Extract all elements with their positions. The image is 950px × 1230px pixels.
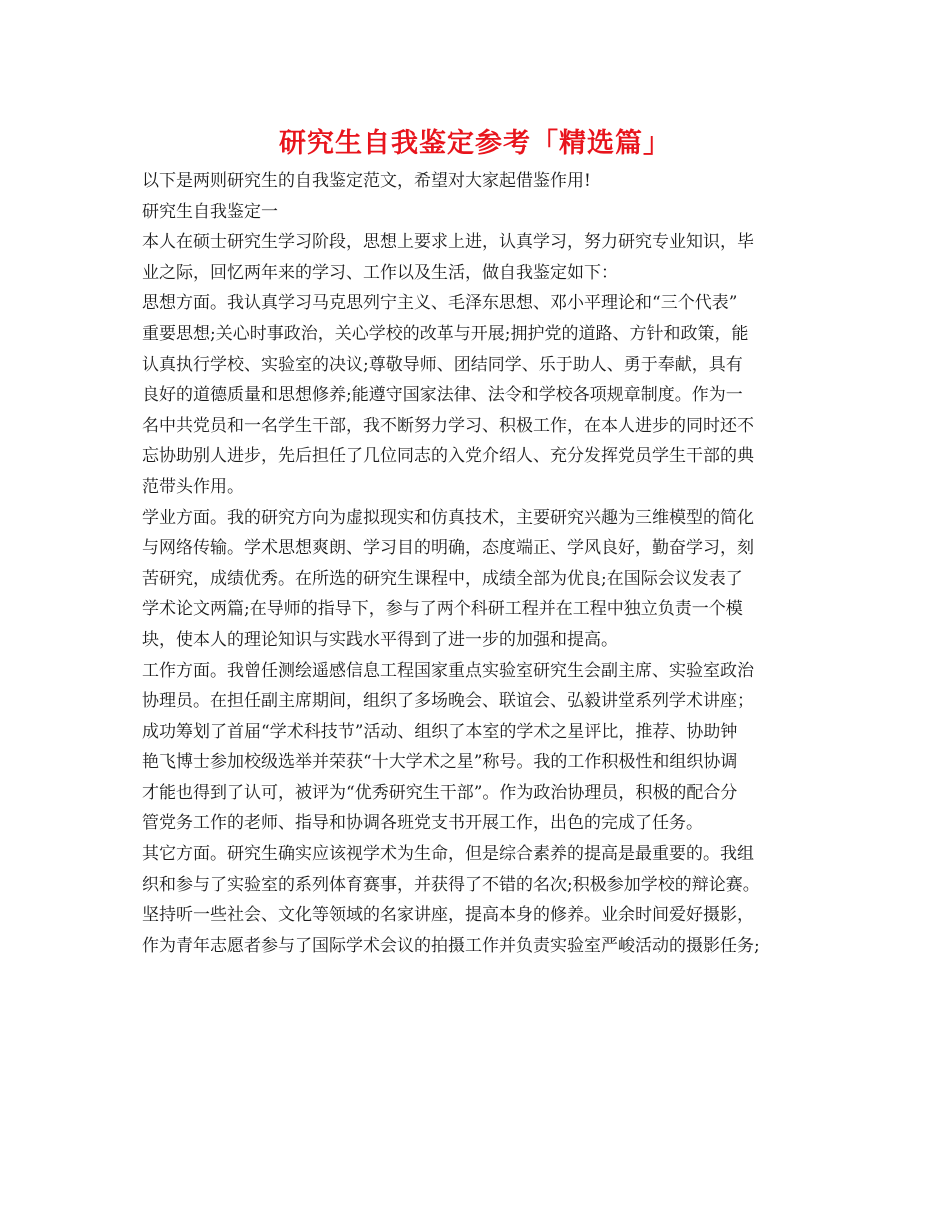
text-line: 协理员。在担任副主席期间，组织了多场晚会、联谊会、弘毅讲堂系列学术讲座； bbox=[142, 691, 754, 712]
section-heading: 研究生自我鉴定一 bbox=[142, 201, 278, 222]
text-line: 艳飞博士参加校级选举并荣获“十大学术之星”称号。我的工作积极性和组织协调 bbox=[142, 752, 738, 773]
text-line: 以下是两则研究生的自我鉴定范文，希望对大家起借鉴作用! bbox=[142, 171, 591, 191]
text-line: 其它方面。研究生确实应该视学术为生命，但是综合素养的提高是最重要的。我组 bbox=[142, 844, 754, 865]
text-line: 工作方面。我曾任测绘遥感信息工程国家重点实验室研究生会副主席、实验室政治 bbox=[142, 660, 754, 681]
text-line: 思想方面。我认真学习马克思列宁主义、毛泽东思想、邓小平理论和“三个代表” bbox=[142, 293, 738, 314]
text-line: 忘协助别人进步，先后担任了几位同志的入党介绍人、充分发挥党员学生干部的典 bbox=[142, 446, 754, 467]
document-title: 研究生自我鉴定参考「精选篇」 bbox=[279, 128, 671, 159]
text-line: 成功筹划了首届“学术科技节”活动、组织了本室的学术之星评比，推荐、协助钟 bbox=[142, 721, 738, 742]
text-line: 范带头作用。 bbox=[142, 476, 244, 497]
text-line: 业之际，回忆两年来的学习、工作以及生活，做自我鉴定如下： bbox=[142, 262, 618, 283]
text-line: 织和参与了实验室的系列体育赛事，并获得了不错的名次;积极参加学校的辩论赛。 bbox=[142, 874, 760, 895]
document-body bbox=[142, 166, 822, 961]
text-line: 学术论文两篇;在导师的指导下，参与了两个科研工程并在工程中独立负责一个模 bbox=[142, 599, 743, 620]
text-line: 作为青年志愿者参与了国际学术会议的拍摄工作并负责实验室严峻活动的摄影任务; bbox=[142, 935, 760, 956]
text-line: 块，使本人的理论知识与实践水平得到了进一步的加强和提高。 bbox=[142, 629, 618, 650]
text-line: 才能也得到了认可，被评为“优秀研究生干部”。作为政治协理员，积极的配合分 bbox=[142, 782, 738, 803]
text-line: 学业方面。我的研究方向为虚拟现实和仿真技术，主要研究兴趣为三维模型的简化 bbox=[142, 507, 754, 528]
text-line: 与网络传输。学术思想爽朗、学习目的明确，态度端正、学风良好，勤奋学习，刻 bbox=[142, 538, 754, 559]
text-line: 重要思想;关心时事政治，关心学校的改革与开展;拥护党的道路、方针和政策，能 bbox=[142, 323, 749, 344]
text-line: 认真执行学校、实验室的决议;尊敬导师、团结同学、乐于助人、勇于奉献，具有 bbox=[142, 354, 743, 375]
text-line: 坚持听一些社会、文化等领域的名家讲座，提高本身的修养。业余时间爱好摄影， bbox=[142, 905, 754, 926]
text-line: 管党务工作的老师、指导和协调各班党支书开展工作，出色的完成了任务。 bbox=[142, 813, 703, 834]
text-line: 良好的道德质量和思想修养;能遵守国家法律、法令和学校各项规章制度。作为一 bbox=[142, 385, 743, 406]
text-line: 本人在硕士研究生学习阶段，思想上要求上进，认真学习，努力研究专业知识，毕 bbox=[142, 232, 754, 253]
text-line: 苦研究，成绩优秀。在所选的研究生课程中，成绩全部为优良;在国际会议发表了 bbox=[142, 568, 743, 589]
text-line: 名中共党员和一名学生干部，我不断努力学习、积极工作，在本人进步的同时还不 bbox=[142, 415, 754, 436]
